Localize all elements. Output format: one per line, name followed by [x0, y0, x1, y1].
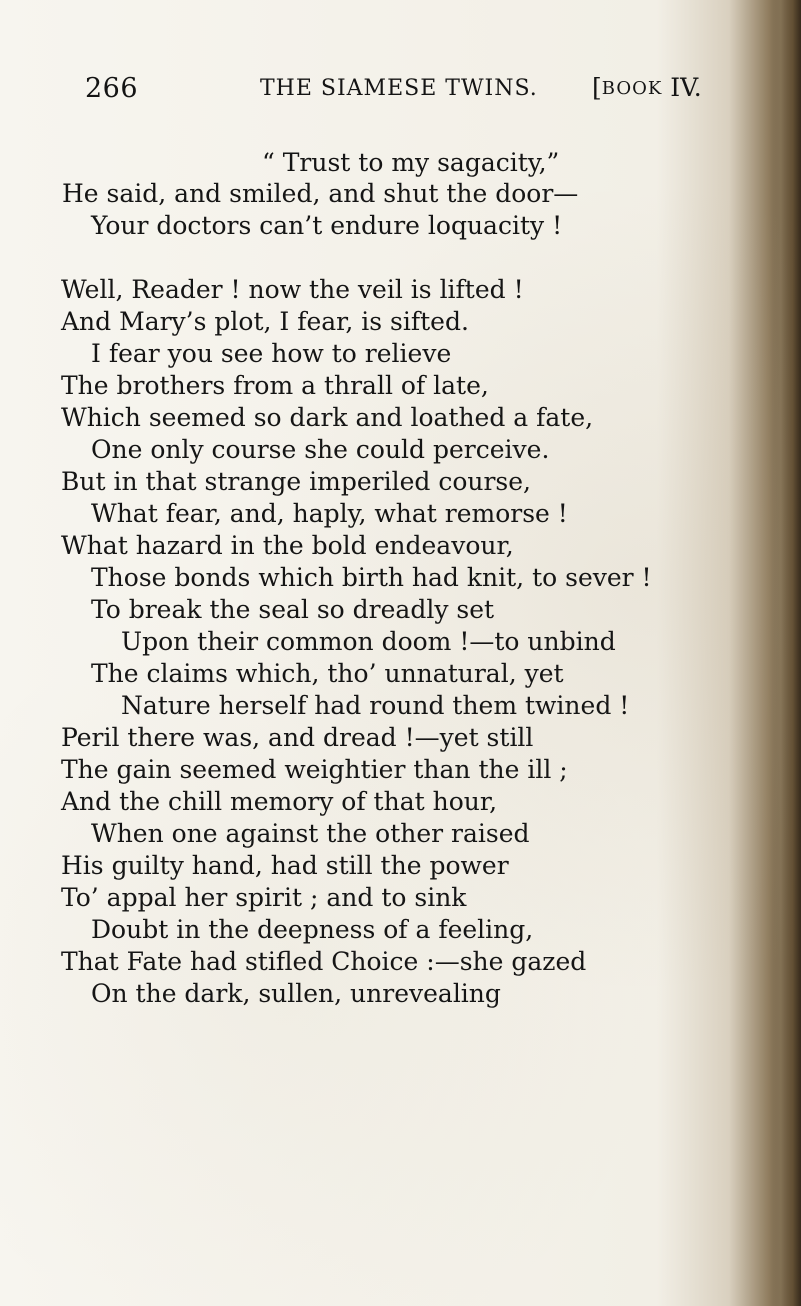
poem-line: His guilty hand, had still the power — [61, 851, 509, 880]
poem-line: Peril there was, and dread !—yet still — [61, 723, 534, 752]
poem-line: And the chill memory of that hour, — [61, 787, 498, 816]
poem-line: Upon their common doom !—to unbind — [121, 627, 616, 656]
poem-line: What hazard in the bold endeavour, — [61, 531, 514, 560]
poem-line: Your doctors can’t endure loquacity ! — [91, 211, 563, 240]
poem-line: “ Trust to my sagacity,” — [262, 148, 560, 177]
poem-line: Those bonds which birth had knit, to sever ! — [91, 563, 652, 592]
book-number: IV. — [670, 73, 702, 102]
poem-line: I fear you see how to relieve — [91, 339, 452, 368]
book-word: BOOK — [601, 78, 663, 99]
poem-line: That Fate had stifled Choice :—she gazed — [61, 947, 587, 976]
running-title: THE SIAMESE TWINS. — [260, 76, 538, 101]
poem-line: To break the seal so dreadly set — [91, 595, 495, 624]
poem-line: Nature herself had round them twined ! — [121, 691, 630, 720]
poem-line: And Mary’s plot, I fear, is sifted. — [61, 307, 469, 336]
page-number: 266 — [85, 73, 139, 104]
poem-line: Doubt in the deepness of a feeling, — [91, 915, 534, 944]
poem-line: The brothers from a thrall of late, — [61, 371, 489, 400]
poem-line: To’ appal her spirit ; and to sink — [61, 883, 467, 912]
poem-line: Well, Reader ! now the veil is lifted ! — [61, 275, 524, 304]
poem-line: What fear, and, haply, what remorse ! — [91, 499, 568, 528]
book-bracket: [ — [592, 73, 602, 102]
poem-line: The claims which, tho’ unnatural, yet — [91, 659, 564, 688]
poem-line: One only course she could perceive. — [91, 435, 550, 464]
poem-line: The gain seemed weightier than the ill ; — [61, 755, 568, 784]
poem-line: He said, and smiled, and shut the door— — [62, 179, 579, 208]
poem-line: But in that strange imperiled course, — [61, 467, 531, 496]
poem-line: Which seemed so dark and loathed a fate, — [61, 403, 594, 432]
poem-line: On the dark, sullen, unrevealing — [91, 979, 501, 1008]
poem-line: When one against the other raised — [91, 819, 530, 848]
